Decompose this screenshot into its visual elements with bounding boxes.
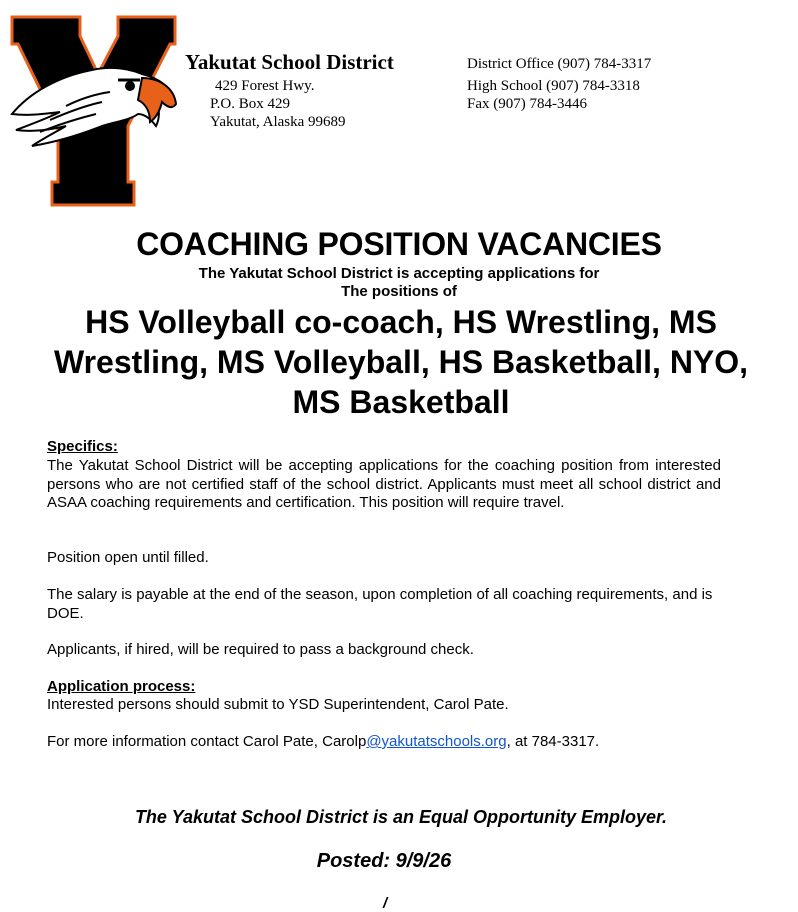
district-logo bbox=[10, 14, 180, 208]
email-link[interactable]: @yakutatschools.org bbox=[366, 733, 507, 750]
fax-number: Fax (907) 784-3446 bbox=[467, 96, 587, 112]
district-office-phone: District Office (907) 784-3317 bbox=[467, 56, 652, 72]
contact-info bbox=[47, 733, 721, 752]
address-line: 429 Forest Hwy. bbox=[215, 78, 315, 94]
submit-instructions: Interested persons should submit to YSD Superintendent, Carol Pate. bbox=[47, 696, 509, 713]
trailing-slash: / bbox=[383, 895, 388, 912]
posted-date: Posted: 9/9/26 bbox=[316, 850, 452, 872]
contact-info-suffix: , at 784-3317. bbox=[506, 733, 600, 750]
page-title: COACHING POSITION VACANCIES bbox=[136, 226, 662, 262]
salary-text: The salary is payable at the end of the season, upon completion of all coaching requirements, and is DOE. bbox=[47, 586, 713, 622]
specifics-heading bbox=[47, 438, 721, 457]
city-state-zip: Yakutat, Alaska 99689 bbox=[210, 114, 346, 130]
application-heading bbox=[47, 678, 721, 697]
eagle-y-logo-icon bbox=[10, 14, 180, 208]
positions-list: HS Volleyball co-coach, HS Wrestling, MS Wrestling, MS Volleyball, HS Basketball, NYO, MS Basketball bbox=[53, 304, 749, 420]
high-school-phone: High School (907) 784-3318 bbox=[467, 78, 640, 94]
po-box: P.O. Box 429 bbox=[210, 96, 291, 112]
contact-info-prefix: For more information contact Carol Pate, Carolp bbox=[47, 733, 367, 750]
subtitle-line-1: The Yakutat School District is accepting applications for bbox=[198, 265, 600, 282]
equal-opportunity-statement: The Yakutat School District is an Equal Opportunity Employer. bbox=[134, 807, 668, 827]
open-until-filled: Position open until filled. bbox=[47, 549, 209, 566]
subtitle-line-2: The positions of bbox=[341, 283, 457, 300]
specifics-paragraph: The Yakutat School District will be accepting applications for the coaching position from interested persons who are not certified staff of the school district. Applicants must meet all school district and ASAA coaching requirements and certification. This position will require travel. bbox=[47, 457, 721, 511]
district-name: Yakutat School District bbox=[185, 50, 394, 74]
specifics-heading-label: Specifics: bbox=[47, 438, 118, 455]
background-check-text: Applicants, if hired, will be required to pass a background check. bbox=[47, 641, 474, 658]
application-heading-label: Application process: bbox=[47, 678, 196, 695]
